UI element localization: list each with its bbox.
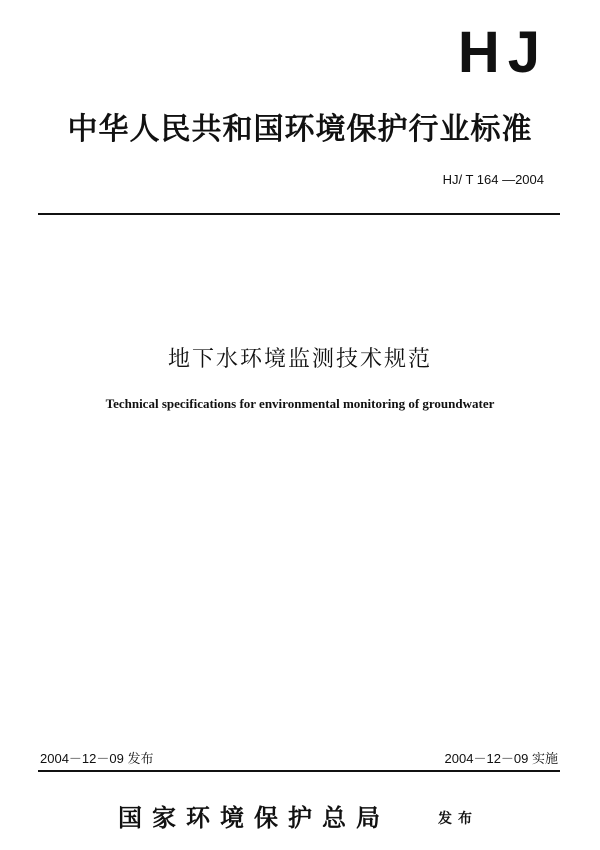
implementation-date: 2004－12－09 实施 <box>444 751 558 766</box>
document-title-chinese: 地下水环境监测技术规范 <box>167 347 432 372</box>
document-title-english: Technical specifications for environmental monitoring of groundwater <box>105 396 495 411</box>
issue-date: 2004－12－09 发布 <box>40 751 154 766</box>
top-divider <box>38 213 560 215</box>
standard-category-title: 中华人民共和国环境保护行业标准 <box>67 112 533 147</box>
publisher-name: 国家环境保护总局 <box>118 803 390 832</box>
hj-logo: HJ <box>457 20 548 85</box>
publish-label: 发布 <box>438 811 478 827</box>
standard-number: HJ/ T 164 —2004 <box>442 172 544 187</box>
bottom-divider <box>38 770 560 772</box>
